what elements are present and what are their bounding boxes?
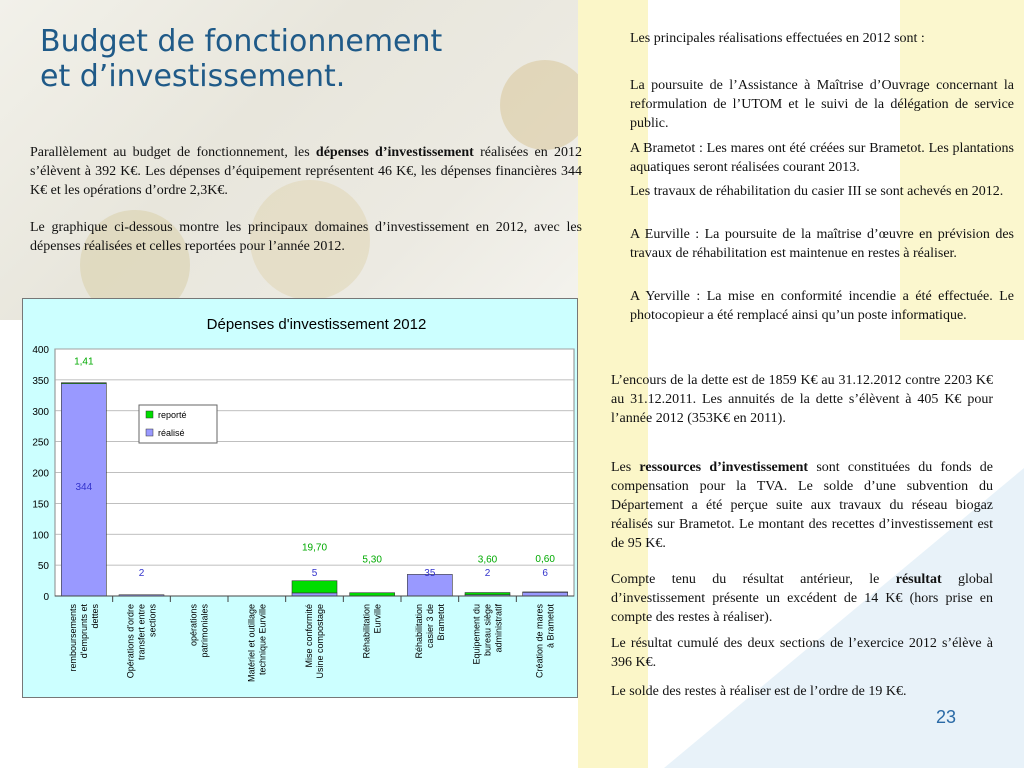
text: sont constituées du fonds de compensation pour la TVA. Le solde d’une subvention du Département a été perçue suite aux travaux du réseau biogaz réalisés sur Brametot. Le montant des recettes d’investissement est de 95 K€. [611,460,994,551]
paragraph-dette: L’encours de la dette est de 1859 K€ au 31.12.2012 contre 2203 K€ au 31.12.2011. Les annuités de la dette s’élèvent à 405 K€ pour l’année 2012 (353K€ en 2011). [611,373,993,426]
x-tick-label: bureau siège [482,604,493,657]
x-tick-label: remboursements [67,604,78,672]
x-tick-label: casier 3 de [424,604,435,649]
paragraph-casier: Les travaux de réhabilitation du casier III se sont achevés en 2012. [630,184,1004,199]
investment-chart [22,298,578,698]
bold-text: ressources d’investissement [639,460,809,475]
y-tick-label: 250 [32,437,49,449]
data-label-realise: 2 [138,568,145,579]
text: réalisées en 2012 s’élèvent à 392 K€. Les dépenses d’équipement représentent 46 K€, les dépenses financières 344 K€ et les opérations d’ordre 2,3K€. [30,145,582,198]
x-tick-label: Réhabilitation [413,604,424,659]
x-tick-label: à Brametot [545,604,556,649]
bar-reporte [61,383,106,384]
data-label-realise: 6 [542,568,548,579]
y-tick-label: 350 [32,375,49,387]
x-tick-label: technique Eurville [257,604,268,676]
title-line-2: et d’investissement. [40,59,346,94]
page-title [40,24,442,94]
data-label-reporte: 0,60 [535,553,555,565]
paragraph-graphique: Le graphique ci-dessous montre les principaux domaines d’investissement en 2012, avec les dépenses réalisées et celles reportées pour l’année 2012. [30,220,582,254]
y-tick-label: 200 [32,468,49,480]
x-tick-label: dettes [89,604,100,629]
paragraph-depenses [30,143,582,200]
legend-label: réalisé [158,428,185,438]
x-tick-label: opérations [188,604,199,647]
x-tick-label: sections [147,604,158,638]
data-label-realise: 2 [484,568,491,579]
x-tick-label: transfert entre [136,604,147,661]
x-tick-label: Equipement du [471,604,482,665]
data-label-reporte: 5,30 [362,554,382,566]
chart-title: Dépenses d'investissement 2012 [206,316,427,333]
coin-decoration [500,60,590,150]
y-tick-label: 300 [32,406,49,418]
x-tick-label: Opérations d'ordre [125,604,136,679]
x-tick-label: Brametot [435,604,446,641]
paragraph-ressources [611,458,993,553]
chart-svg [23,299,579,699]
data-label-realise: 344 [75,481,93,493]
data-label-reporte: 3,60 [477,554,498,566]
bar-reporte [292,581,337,593]
page-number: 23 [936,707,957,727]
y-tick-label: 150 [32,499,49,511]
data-label-reporte: 19,70 [301,542,328,554]
title-line-1: Budget de fonctionnement [40,24,443,59]
bold-text: résultat [895,572,942,587]
x-tick-label: patrimoniales [199,604,210,658]
paragraph-cumul: Le résultat cumulé des deux sections de l’exercice 2012 s’élève à 396 K€. [611,636,993,670]
legend-swatch [146,411,153,418]
x-tick-label: Réhabilitation [361,604,372,659]
paragraph-eurville: A Eurville : La poursuite de la maîtrise d’œuvre en prévision des travaux de réhabilitation est maintenue en restes à réaliser. [630,227,1014,261]
y-tick-label: 50 [37,561,49,573]
y-tick-label: 0 [43,592,49,603]
paragraph-amo: La poursuite de l’Assistance à Maîtrise d’Ouvrage concernant la reformulation de l’UTOM et le suivi de la délégation de service public. [630,78,1014,131]
x-tick-label: Usine compostage [315,604,325,679]
x-tick-label: Matériel et outillage [246,604,257,683]
x-tick-label: d'emprunts et [78,604,89,659]
x-tick-label: Eurville [372,604,383,634]
y-tick-label: 400 [32,345,49,356]
text: global d’investissement présente un excédent de 14 K€ (hors prise en compte des restes à réaliser). [611,572,993,625]
paragraph-yerville: A Yerville : La mise en conformité incendie a été effectuée. Le photocopieur a été remplacé ainsi qu’un poste informatique. [630,289,1014,323]
bar-realise [523,592,568,596]
x-tick-label: Création de mares [534,604,545,679]
data-label-realise: 35 [424,568,436,579]
legend-swatch [146,429,153,436]
bar-reporte [465,593,510,595]
text: Parallèlement au budget de fonctionnement, les [30,145,316,160]
paragraph-resultat [611,570,993,627]
x-tick-label: Mise conformité [304,604,314,668]
x-tick-label: administratif [493,604,504,653]
paragraph-brametot: A Brametot : Les mares ont été créées sur Brametot. Les plantations aquatiques seront réalisées courant 2013. [630,141,1014,175]
bold-text: dépenses d’investissement [315,145,474,160]
paragraph-intro: Les principales réalisations effectuées en 2012 sont : [630,31,925,46]
text: Les [611,460,640,475]
legend-label: reporté [158,410,187,420]
y-tick-label: 100 [32,530,49,542]
text: Compte tenu du résultat antérieur, le [611,572,896,587]
data-label-reporte: 1,41 [74,356,94,368]
data-label-realise: 5 [311,568,318,579]
paragraph-solde: Le solde des restes à réaliser est de l’ordre de 19 K€. [611,684,907,699]
